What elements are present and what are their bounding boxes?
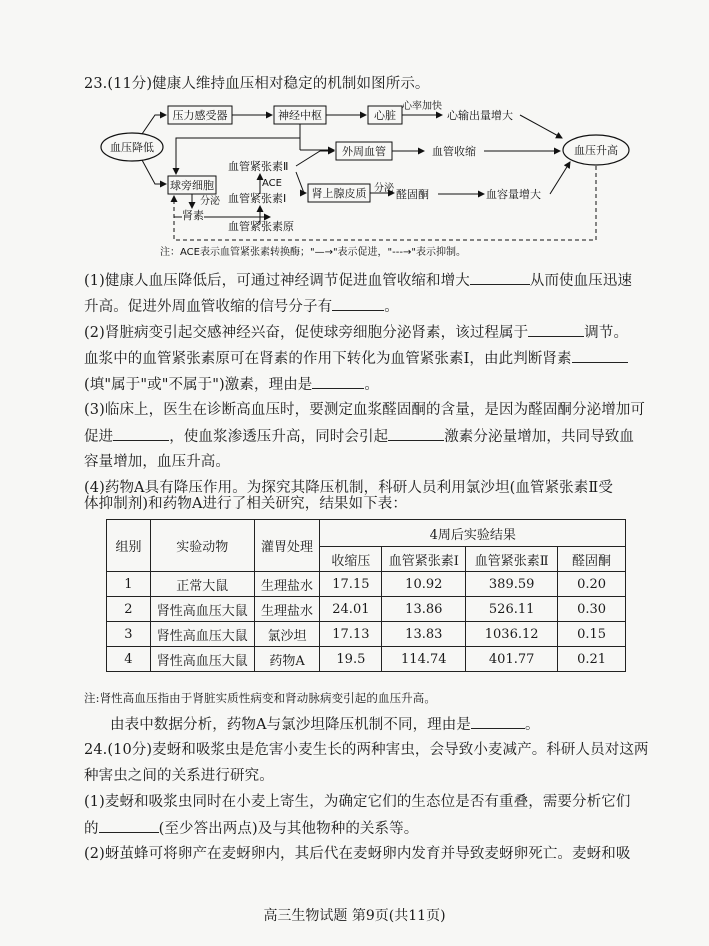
- q23-line-8: 容量增加，血压升高。: [84, 454, 230, 470]
- angiotensinogen-label: 血管紧张素原: [228, 220, 294, 233]
- answer-blank[interactable]: [471, 714, 525, 729]
- secrete1-label: 分泌: [200, 196, 220, 207]
- q23-line-2: [84, 296, 399, 317]
- jg-cell-label: 球旁细胞: [170, 179, 214, 192]
- page-footer: 高三生物试题 第9页(共11页): [263, 908, 446, 924]
- answer-blank[interactable]: [470, 270, 530, 285]
- cell: 0.30: [558, 597, 626, 622]
- cell: 0.15: [558, 622, 626, 647]
- peripheral-vessel-label: 外周血管: [342, 145, 386, 158]
- q23-text-7c: 激素分泌量增加，共同导致血: [444, 429, 635, 445]
- cell: 0.21: [558, 647, 626, 672]
- q23-final-end: 。: [524, 717, 540, 733]
- cell: 19.5: [320, 647, 382, 672]
- cell: 肾性高血压大鼠: [150, 622, 254, 647]
- answer-blank[interactable]: [99, 818, 159, 833]
- table-row: [107, 572, 626, 597]
- q23-line-1: [84, 270, 632, 291]
- cell: 4: [107, 647, 151, 672]
- header-animal: 实验动物: [150, 520, 254, 572]
- ace-label: ACE: [262, 178, 282, 189]
- q24-line-2: 种害虫之间的关系进行研究。: [84, 768, 274, 784]
- q23-text-7b: ，使血浆渗透压升高，同时会引起: [169, 429, 389, 445]
- cell: 17.15: [320, 572, 382, 597]
- baroreceptor-label: 压力感受器: [172, 109, 228, 122]
- cell: 2: [107, 597, 151, 622]
- cell: 24.01: [320, 597, 382, 622]
- cell: 生理盐水: [254, 597, 320, 622]
- cell: 10.92: [382, 572, 466, 597]
- table-row: [107, 647, 626, 672]
- answer-blank[interactable]: [528, 322, 584, 337]
- cell: 1: [107, 572, 151, 597]
- cell: 生理盐水: [254, 572, 320, 597]
- header-aldosterone: 醛固酮: [558, 547, 626, 572]
- q24-text-4b: (至少答出两点)及与其他物种的关系等。: [158, 821, 419, 837]
- blood-pressure-diagram: [100, 100, 640, 260]
- cell: 401.77: [466, 647, 558, 672]
- cell: 17.13: [320, 622, 382, 647]
- header-ang1: 血管紧张素Ⅰ: [382, 547, 466, 572]
- header-result-group: 4周后实验结果: [320, 520, 626, 547]
- q23-final-line: [110, 714, 540, 735]
- q23-title: 23.(11分)健康人维持血压相对稳定的机制如图所示。: [84, 76, 430, 92]
- diagram-note: 注：ACE表示血管紧张素转换酶；"—→"表示促进，"---→"表示抑制。: [160, 247, 466, 258]
- aldosterone-label: 醛固酮: [396, 188, 429, 201]
- header-group: 组别: [107, 520, 151, 572]
- q23-text-3b: 调节。: [584, 325, 629, 341]
- q23-final-text: 由表中数据分析，药物A与氯沙坦降压机制不同，理由是: [110, 717, 471, 733]
- answer-blank[interactable]: [388, 426, 444, 441]
- secrete2-label: 分泌: [374, 183, 394, 194]
- volume-label: 血容量增大: [486, 188, 541, 201]
- cell: 3: [107, 622, 151, 647]
- q23-text-1a: (1)健康人血压降低后，可通过神经调节促进血管收缩和增大: [84, 273, 470, 289]
- answer-blank[interactable]: [312, 374, 364, 389]
- heart-rate-label: 心率加快: [402, 101, 442, 112]
- q23-text-5a: (填"属于"或"不属于")激素，理由是: [84, 377, 313, 393]
- table-note: 注:肾性高血压指由于肾脏实质性病变和肾动脉病变引起的血压升高。: [84, 691, 436, 705]
- ang2-label: 血管紧张素Ⅱ: [228, 160, 289, 173]
- q24-text-4a: 的: [84, 821, 99, 837]
- results-table: [106, 519, 626, 672]
- answer-blank[interactable]: [113, 426, 169, 441]
- cell: 药物A: [254, 647, 320, 672]
- q23-text-2a: 升高。促进外周血管收缩的信号分子有: [84, 299, 333, 315]
- q24-line-3: (1)麦蚜和吸浆虫同时在小麦上寄生，为确定它们的生态位是否有重叠，需要分析它们: [84, 794, 631, 810]
- q23-line-6: (3)临床上，医生在诊断高血压时，要测定血浆醛固酮的含量，是因为醛固酮分泌增加可: [84, 402, 646, 418]
- q23-line-5: [84, 374, 379, 395]
- q23-line-3: [84, 322, 628, 343]
- renin-label: 肾素: [182, 209, 204, 222]
- q23-text-2b: 。: [384, 299, 399, 315]
- q23-text-1b: 从而使血压迅速: [529, 273, 633, 289]
- header-treatment: 灌胃处理: [254, 520, 320, 572]
- heart-label: 心脏: [374, 109, 396, 122]
- cell: 0.20: [558, 572, 626, 597]
- cell: 1036.12: [466, 622, 558, 647]
- header-ang2: 血管紧张素Ⅱ: [466, 547, 558, 572]
- nerve-center-label: 神经中枢: [278, 109, 322, 122]
- cell: 正常大鼠: [150, 572, 254, 597]
- cardiac-output-label: 心输出量增大: [447, 109, 513, 122]
- answer-blank[interactable]: [572, 348, 628, 363]
- cell: 13.83: [382, 622, 466, 647]
- bp-high-label: 血压升高: [574, 144, 618, 157]
- cell: 肾性高血压大鼠: [150, 597, 254, 622]
- diagram-arrows: [142, 115, 596, 240]
- ang1-label: 血管紧张素Ⅰ: [228, 192, 287, 205]
- q24-line-4: [84, 818, 418, 839]
- answer-blank[interactable]: [332, 296, 384, 311]
- header-systolic: 收缩压: [320, 547, 382, 572]
- q23-text-5b: 。: [364, 377, 379, 393]
- vasoconstriction-label: 血管收缩: [432, 145, 476, 158]
- q24-title: 24.(10分)麦蚜和吸浆虫是危害小麦生长的两种害虫，会导致小麦减产。科研人员对这两: [84, 742, 649, 758]
- q23-line-4: [84, 348, 628, 369]
- table-row: [107, 597, 626, 622]
- q23-text-7a: 促进: [84, 429, 114, 445]
- cell: 氯沙坦: [254, 622, 320, 647]
- q23-line-7: [84, 426, 634, 447]
- cell: 114.74: [382, 647, 466, 672]
- q23-line-9: (4)药物A具有降压作用。为探究其降压机制，科研人员利用氯沙坦(血管紧张素Ⅱ受: [84, 480, 613, 496]
- bp-low-label: 血压降低: [110, 141, 154, 154]
- cell: 13.86: [382, 597, 466, 622]
- table-row: [107, 622, 626, 647]
- cell: 389.59: [466, 572, 558, 597]
- adrenal-cortex-label: 肾上腺皮质: [311, 187, 367, 200]
- cell: 526.11: [466, 597, 558, 622]
- q23-text-3a: (2)肾脏病变引起交感神经兴奋，促使球旁细胞分泌肾素，该过程属于: [84, 325, 529, 341]
- q24-line-5: (2)蚜茧蜂可将卵产在麦蚜卵内，其后代在麦蚜卵内发育并导致麦蚜卵死亡。麦蚜和吸: [84, 846, 631, 862]
- q23-line-10: 体抑制剂)和药物A进行了相关研究，结果如下表：: [84, 496, 407, 512]
- cell: 肾性高血压大鼠: [150, 647, 254, 672]
- q23-text-4a: 血浆中的血管紧张素原可在肾素的作用下转化为血管紧张素Ⅰ，由此判断肾素: [84, 351, 572, 367]
